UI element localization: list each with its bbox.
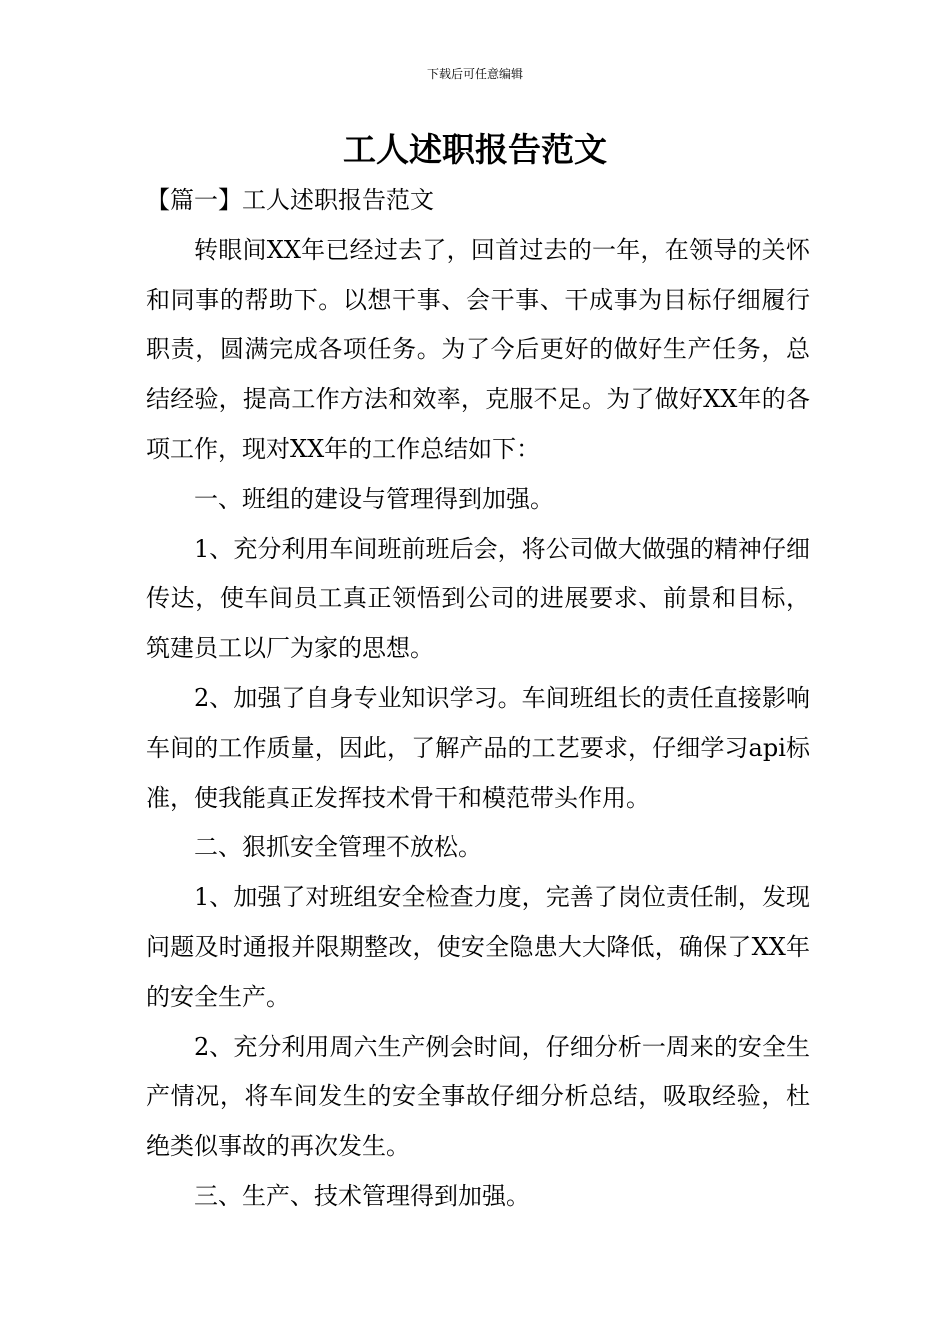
paragraph-safety-item-1: 1、加强了对班组安全检查力度，完善了岗位责任制，发现问题及时通报并限期整改，使安全隐患大大降低，确保了XX年的安全生产。	[146, 883, 810, 1011]
heading-production-management: 三、生产、技术管理得到加强。	[194, 1181, 530, 1210]
heading-safety-management: 二、狠抓安全管理不放松。	[194, 833, 482, 862]
paragraph-safety-item-2: 2、充分利用周六生产例会时间，仔细分析一周来的安全生产情况，将车间发生的安全事故仔细分析总结，吸取经验，杜绝类似事故的再次发生。	[146, 1032, 810, 1161]
document-title: 工人述职报告范文	[343, 130, 607, 169]
document-body	[146, 176, 810, 1222]
heading-team-management: 一、班组的建设与管理得到加强。	[194, 484, 554, 513]
paragraph-team-item-2: 2、加强了自身专业知识学习。车间班组长的责任直接影响车间的工作质量，因此，了解产品的工艺要求，仔细学习api标准，使我能真正发挥技术骨干和模范带头作用。	[146, 683, 810, 812]
page-header-note: 下载后可任意编辑	[426, 67, 523, 81]
paragraph-team-item-1: 1、充分利用车间班前班后会，将公司做大做强的精神仔细传达，使车间员工真正领悟到公司的进展要求、前景和目标，筑建员工以厂为家的思想。	[146, 534, 810, 663]
paragraph-intro: 转眼间XX年已经过去了，回首过去的一年，在领导的关怀和同事的帮助下。以想干事、会干事、干成事为目标仔细履行职责，圆满完成各项任务。为了今后更好的做好生产任务，总结经验，提高工作方法和效率，克服不足。为了做好XX年的各项工作，现对XX年的工作总结如下：	[146, 235, 810, 463]
section-heading: 【篇一】工人述职报告范文	[146, 186, 434, 214]
